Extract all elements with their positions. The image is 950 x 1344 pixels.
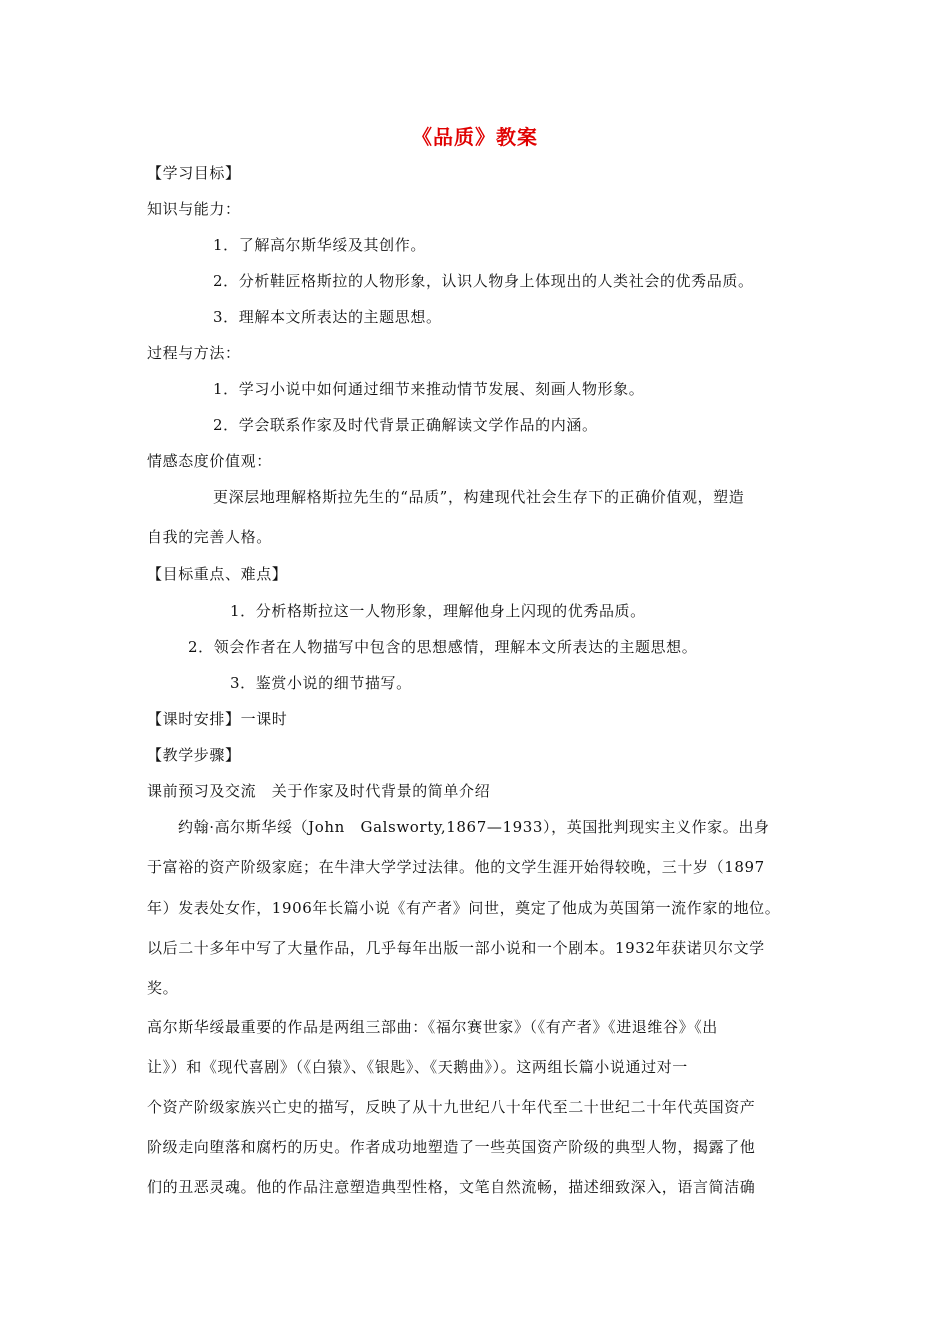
paragraph-line: 于富裕的资产阶级家庭；在牛津大学学过法律。他的文学生涯开始得较晚，三十岁（1897 xyxy=(147,858,765,876)
paragraph-line: 奖。 xyxy=(147,979,179,997)
list-item: 2．分析鞋匠格斯拉的人物形象，认识人物身上体现出的人类社会的优秀品质。 xyxy=(213,272,754,290)
list-item: 1．分析格斯拉这一人物形象，理解他身上闪现的优秀品质。 xyxy=(230,602,646,620)
paragraph-line: 更深层地理解格斯拉先生的“品质”，构建现代社会生存下的正确价值观，塑造 xyxy=(213,488,745,506)
paragraph-line: 阶级走向堕落和腐朽的历史。作者成功地塑造了一些英国资产阶级的典型人物，揭露了他 xyxy=(147,1138,756,1156)
subheading-preview: 课前预习及交流 关于作家及时代背景的简单介绍 xyxy=(147,782,491,800)
paragraph-line: 高尔斯华绥最重要的作品是两组三部曲：《福尔赛世家》（《有产者》《进退维谷》《出 xyxy=(147,1018,718,1036)
list-item: 1．学习小说中如何通过细节来推动情节发展、刻画人物形象。 xyxy=(213,380,645,398)
list-item: 1．了解高尔斯华绥及其创作。 xyxy=(213,236,426,254)
heading-learning-objectives: 【学习目标】 xyxy=(147,164,241,182)
subheading-values: 情感态度价值观： xyxy=(147,452,272,470)
heading-key-points: 【目标重点、难点】 xyxy=(147,565,288,583)
subheading-process: 过程与方法： xyxy=(147,344,241,362)
heading-teaching-steps: 【教学步骤】 xyxy=(147,746,241,764)
list-item: 2．学会联系作家及时代背景正确解读文学作品的内涵。 xyxy=(213,416,598,434)
paragraph-line: 年）发表处女作，1906年长篇小说《有产者》问世，奠定了他成为英国第一流作家的地位。 xyxy=(147,899,781,917)
paragraph-line: 以后二十多年中写了大量作品，几乎每年出版一部小说和一个剧本。1932年获诺贝尔文学 xyxy=(147,939,765,957)
list-item: 2．领会作者在人物描写中包含的思想感情，理解本文所表达的主题思想。 xyxy=(188,638,698,656)
list-item: 3．鉴赏小说的细节描写。 xyxy=(230,674,412,692)
heading-schedule: 【课时安排】一课时 xyxy=(147,710,288,728)
list-item: 3．理解本文所表达的主题思想。 xyxy=(213,308,442,326)
paragraph-line: 们的丑恶灵魂。他的作品注意塑造典型性格，文笔自然流畅，描述细致深入，语言简洁确 xyxy=(147,1178,756,1196)
paragraph-line: 约翰·高尔斯华绥（John Galsworty,1867—1933），英国批判现实主义作家。出身 xyxy=(178,818,770,836)
paragraph-line: 自我的完善人格。 xyxy=(147,528,272,546)
document-title: 《品质》教案 xyxy=(412,125,538,149)
subheading-knowledge: 知识与能力： xyxy=(147,200,241,218)
paragraph-line: 个资产阶级家族兴亡史的描写，反映了从十九世纪八十年代至二十世纪二十年代英国资产 xyxy=(147,1098,756,1116)
paragraph-line: 让》）和《现代喜剧》（《白猿》、《银匙》、《天鹅曲》）。这两组长篇小说通过对一 xyxy=(147,1058,688,1076)
